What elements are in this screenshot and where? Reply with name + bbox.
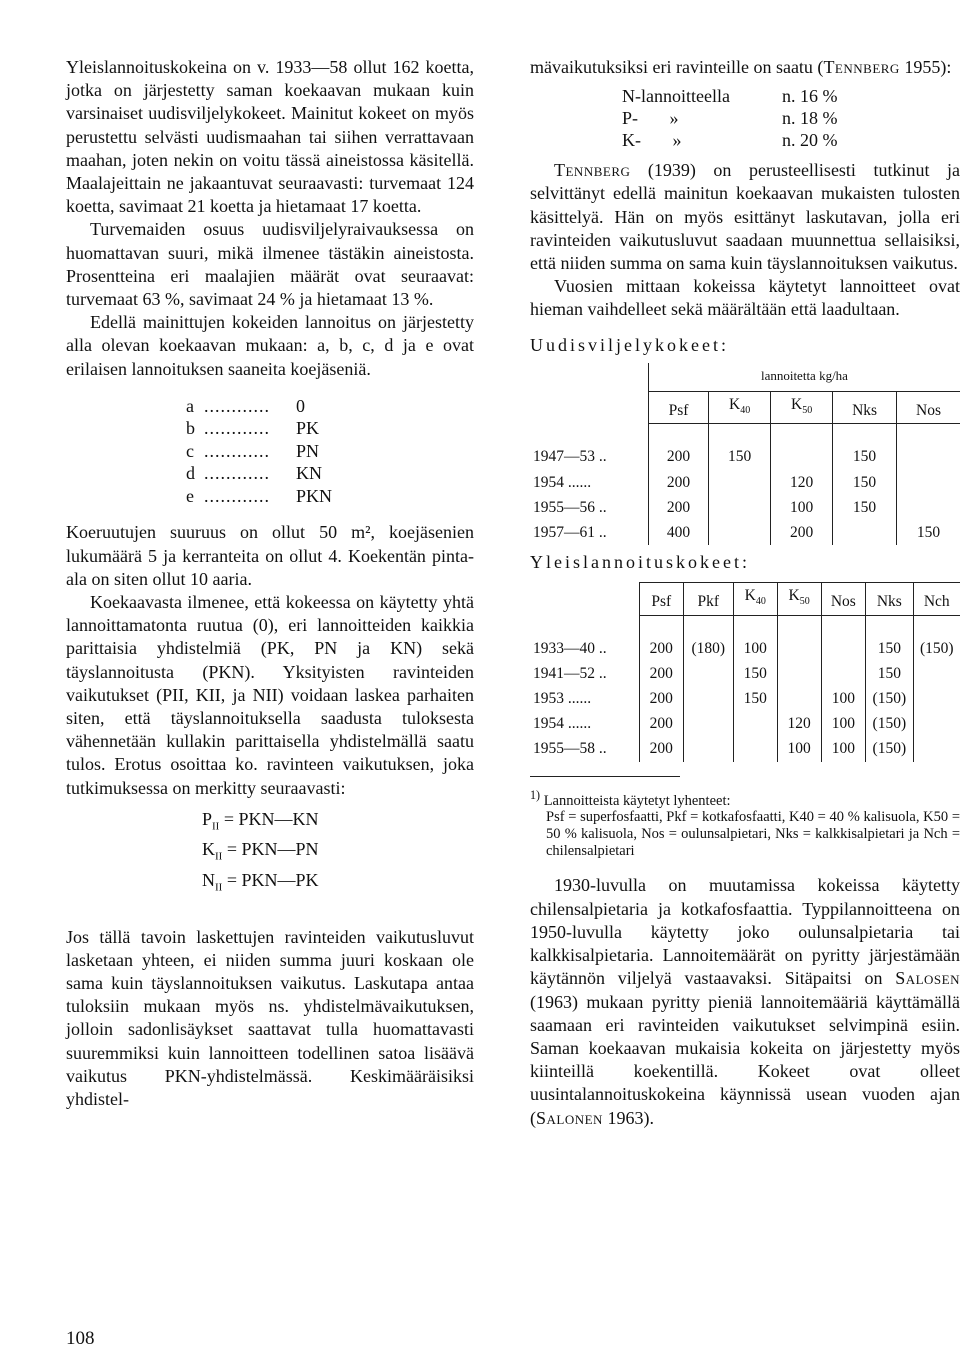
table-cell: 200 — [771, 520, 833, 545]
table-cell: 200 — [639, 636, 683, 661]
table-cell: 400 — [648, 520, 708, 545]
author-name: Tennberg — [554, 160, 631, 181]
table-cell: (150) — [866, 711, 913, 736]
column-header: Nos — [821, 583, 866, 615]
table-cell: 200 — [648, 495, 708, 520]
formula-symbol: K — [202, 839, 215, 860]
text: (1963) mukaan pyritty pieniä lannoitemääriä käyttämällä saamaan eri ravinteiden vaikutukset selvimpinä esiin. Saman koekaavan mukaisia kokeita on järjestetty myös kiinteillä koekentillä. Kokeet ovat olleet uusintalannoituskokeina käynnissä usean vuoden ajan ( — [530, 991, 960, 1128]
text: 1963). — [602, 1107, 654, 1128]
scheme-key: d — [186, 463, 195, 484]
list-item — [622, 85, 960, 107]
table-cell: 1953 ...... — [530, 686, 639, 711]
table-row — [530, 686, 960, 711]
list-item — [622, 107, 960, 129]
formula-symbol: N — [202, 869, 215, 890]
table-cell — [913, 661, 960, 686]
table-cell — [821, 661, 866, 686]
table-cell: 1954 ...... — [530, 711, 639, 736]
table-cell — [733, 711, 777, 736]
text: 1930-luvulla on muutamissa kokeissa käytetty chilensalpietaria ja kotkafosfaattia. Typpilannoitteena on 1950-luvulla käytetty joko oulunsalpietaria tai kalkkisalpietaria. Lannoitemäärät on pyritty järjestämään käytännön viljelyä vastaavaksi. Sitäpaitsi on — [530, 875, 960, 989]
table-cell: 100 — [733, 636, 777, 661]
fertilizer-table-general — [530, 582, 960, 761]
table-span-header: lannoitetta kg/ha — [760, 367, 848, 383]
table-cell: 150 — [833, 470, 897, 495]
table-cell: 1954 ...... — [530, 470, 648, 495]
table-cell: (150) — [866, 736, 913, 761]
column-header: Nks — [866, 583, 913, 615]
table-cell — [913, 736, 960, 761]
table-cell: (150) — [866, 686, 913, 711]
scheme-key: b — [186, 418, 195, 439]
table-cell — [683, 661, 733, 686]
column-header: $K_{50}$ — [771, 392, 833, 424]
table-cell: 100 — [777, 736, 821, 761]
scheme-dots: ............ — [204, 463, 270, 484]
table-cell — [897, 495, 960, 520]
text: 1955): — [899, 57, 952, 77]
table-cell — [683, 711, 733, 736]
table-cell: 150 — [833, 444, 897, 469]
table-cell: 100 — [821, 686, 866, 711]
scheme-value: 0 — [296, 395, 305, 416]
formula-subscript: II — [212, 820, 220, 833]
scheme-row — [186, 417, 474, 440]
table-cell: 150 — [866, 636, 913, 661]
table-cell: 150 — [733, 661, 777, 686]
table-cell — [897, 444, 960, 469]
list-label: P- » — [622, 108, 679, 129]
table-cell: 100 — [821, 736, 866, 761]
footnote-marker: 1) — [530, 787, 541, 802]
table-cell — [709, 520, 771, 545]
paragraph — [530, 874, 960, 1129]
table-cell — [777, 636, 821, 661]
table-cell: 1947—53 .. — [530, 444, 648, 469]
scheme-value: PN — [296, 440, 320, 461]
footnote-text: Psf = superfosfaatti, Pkf = kotkafosfaatti, K40 = 40 % kalisuola, K50 = 50 % kalisuola, Nos = oulunsalpietari, Nks = kalkkisalpietari ja Nch = chilensalpietari — [546, 809, 960, 860]
table-cell: 1955—58 .. — [530, 736, 639, 761]
section-heading: Uudisviljelykokeet: — [530, 334, 729, 355]
formula-expression: = PKN—PN — [226, 839, 319, 860]
fertilizer-table-new-cultivation — [530, 363, 960, 545]
column-header: $K_{40}$ — [709, 392, 771, 424]
table-cell: 200 — [639, 661, 683, 686]
scheme-row — [186, 485, 474, 508]
left-column — [66, 56, 474, 1111]
section-heading: Yleislannoituskokeet: — [530, 552, 750, 573]
scheme-dots: ............ — [204, 418, 270, 439]
table-cell: 100 — [771, 495, 833, 520]
table-cell: 150 — [833, 495, 897, 520]
column-header: Nch — [913, 583, 960, 615]
footnote-text: Lannoitteista käytetyt lyhenteet: — [543, 792, 731, 809]
table-row — [530, 470, 960, 495]
table-cell — [777, 661, 821, 686]
table-cell: 200 — [639, 686, 683, 711]
fertilization-scheme — [186, 395, 474, 508]
table-cell — [709, 495, 771, 520]
table-cell: 200 — [639, 736, 683, 761]
nutrient-effect-list — [622, 85, 960, 151]
table-cell: 1955—56 .. — [530, 495, 648, 520]
table-cell — [821, 636, 866, 661]
table-row — [530, 636, 960, 661]
table-row — [530, 520, 960, 545]
footnote-line — [530, 787, 960, 810]
list-value: n. 16 % — [782, 86, 838, 107]
table-cell — [709, 470, 771, 495]
paragraph: Vuosien mittaan kokeissa käytetyt lannoitteet ovat hieman vaihdelleet sekä määrältään että laadultaan. — [530, 276, 960, 320]
table-cell: 100 — [821, 711, 866, 736]
table-cell — [683, 736, 733, 761]
column-header: $K_{50}$ — [777, 583, 821, 615]
scheme-value: PK — [296, 418, 320, 439]
paragraph: Koeruutujen suuruus on ollut 50 m², koejäsenien lukumäärä 5 ja kerranteita on ollut 4. Koekentän pinta-ala on siten ollut 10 aaria. — [66, 522, 474, 589]
table-cell: 1957—61 .. — [530, 520, 648, 545]
paragraph — [530, 56, 960, 79]
table-cell: 200 — [639, 711, 683, 736]
table-row — [530, 711, 960, 736]
column-header: Nks — [833, 392, 897, 424]
table-row — [530, 661, 960, 686]
formula-subscript: II — [215, 850, 223, 863]
scheme-key: c — [186, 440, 194, 461]
table-cell — [777, 686, 821, 711]
table-cell: 1933—40 .. — [530, 636, 639, 661]
formula-block — [202, 808, 474, 900]
column-header: Psf — [648, 392, 708, 424]
table-cell — [833, 520, 897, 545]
scheme-key: e — [186, 485, 194, 506]
scheme-dots: ............ — [204, 485, 270, 506]
formula-expression: = PKN—KN — [223, 808, 319, 829]
paragraph: Turvemaiden osuus uudisviljelyraivauksessa on huomattavan suuri, mikä ilmenee tästäkin aineistosta. Prosentteina eri maalajien määrät ovat seuraavat: turvemaat 63 %, savimaat 24 % ja hietamaat 13 %. — [66, 219, 474, 310]
formula — [202, 838, 474, 869]
table-cell: (150) — [919, 639, 954, 657]
table-row — [530, 736, 960, 761]
table-cell: 150 — [916, 523, 941, 541]
formula-subscript: II — [215, 881, 223, 894]
paragraph: Koekaavasta ilmenee, että kokeessa on käytetty yhtä lannoittamatonta ruutua (0), eri lannoitteiden kaikkia parittaisia yhdistelmiä (PK, PN ja KN) sekä täyslannoitusta (PKN). Yksityisten ravinteiden vaikutukset (PII, KII, ja NII) voidaan laskea parhaiten siten, että täyslannoituksella saadusta tuloksesta vähennetään kullakin parittaisella yhdistelmällä saatu tulos. Erotus osoittaa ko. ravinteen vaikutuksen, joka tutkimuksessa on merkitty seuraavasti: — [66, 591, 474, 798]
column-header: Psf — [639, 583, 683, 615]
table-cell — [897, 470, 960, 495]
scheme-row — [186, 395, 474, 418]
table-cell — [913, 711, 960, 736]
table-cell: 120 — [771, 470, 833, 495]
table-cell — [733, 736, 777, 761]
paragraph — [530, 159, 960, 275]
list-label: K- » — [622, 130, 682, 151]
column-header: $K_{40}$ — [733, 583, 777, 615]
list-value: n. 20 % — [782, 130, 838, 151]
table-cell — [771, 444, 833, 469]
table-cell — [913, 686, 960, 711]
table-cell: 120 — [777, 711, 821, 736]
formula — [202, 808, 474, 839]
text: mävaikutuksiksi eri ravinteille on saatu ( — [530, 57, 824, 77]
formula-expression: = PKN—PK — [226, 869, 319, 890]
list-value: n. 18 % — [782, 108, 838, 129]
column-header: Pkf — [683, 583, 733, 615]
paragraph: Jos tällä tavoin laskettujen ravinteiden vaikutusluvut lasketaan yhteen, ei niiden summa juuri koskaan ole sama kuin täyslannoituksen vaikutus. Laskutapa antaa tuloksiin mukaan myös ns. yhdistelmävaikutuksen, jolloin sadonlisäykset saattavat tulla huomattavasti suuremmiksi kuin lannoitteen todellinen satoa lisäävä vaikutus PKN-yhdistelmässä. Keskimääräisiksi yhdistel- — [66, 926, 474, 1109]
author-name: Tennberg — [823, 57, 900, 77]
scheme-value: PKN — [296, 485, 333, 506]
formula-symbol: P — [202, 808, 213, 829]
table-cell: 150 — [733, 686, 777, 711]
page-number: 108 — [66, 1328, 95, 1349]
table-cell — [683, 686, 733, 711]
scheme-row — [186, 462, 474, 485]
scheme-dots: ............ — [204, 395, 270, 416]
text: (1939) on perusteellisesti tutkinut ja selvittänyt edellä mainitun koekaavan mukaisten tulosten käsittelyä. Hän on myös esittänyt laskutavan, jolla eri ravinteiden vaikutusluvut saadaan muunnettua sellaisiksi, että niiden summa on sama kuin täyslannoituksen vaikutus. — [530, 160, 960, 274]
scheme-value: KN — [296, 463, 322, 484]
scheme-row — [186, 440, 474, 463]
list-label: N-lannoitteella — [622, 86, 730, 107]
table-cell: 1941—52 .. — [530, 661, 639, 686]
author-name: Salosen — [895, 968, 960, 989]
right-column — [530, 56, 960, 1130]
author-name: Salonen — [536, 1107, 603, 1128]
table-cell: 200 — [648, 470, 708, 495]
column-header: Nos — [897, 392, 960, 424]
table-row — [530, 495, 960, 520]
table-row — [530, 444, 960, 469]
formula — [202, 869, 474, 900]
scheme-key: a — [186, 395, 194, 416]
table-cell: 150 — [866, 661, 913, 686]
paragraph: Edellä mainittujen kokeiden lannoitus on järjestetty alla olevan koekaavan mukaan: a, b, c, d ja e ovat erilaisen lannoituksen saaneita koejäseniä. — [66, 312, 474, 379]
footnote-divider — [530, 776, 680, 777]
table-cell: (180) — [683, 636, 733, 661]
table-cell: 200 — [648, 444, 708, 469]
scheme-dots: ............ — [204, 440, 270, 461]
table-cell: 150 — [709, 444, 771, 469]
list-item — [622, 129, 960, 151]
footnote — [530, 787, 960, 861]
paragraph: Yleislannoituskokeina on v. 1933—58 ollut 162 koetta, jotka on järjestetty saman koekaavan mukaan kuin varsinaiset uudisviljelykokeet. Mainitut kokeet on myös perustettu selvästi uudismaahan tai siihen verrattavaan maahan, joten nekin on voitu tässä aineistossa käsitellä. Maalajeittain ne jakaantuvat seuraavasti: turvemaat 124 koetta, savimaat 21 koetta ja hietamaat 17 koetta. — [66, 57, 474, 217]
